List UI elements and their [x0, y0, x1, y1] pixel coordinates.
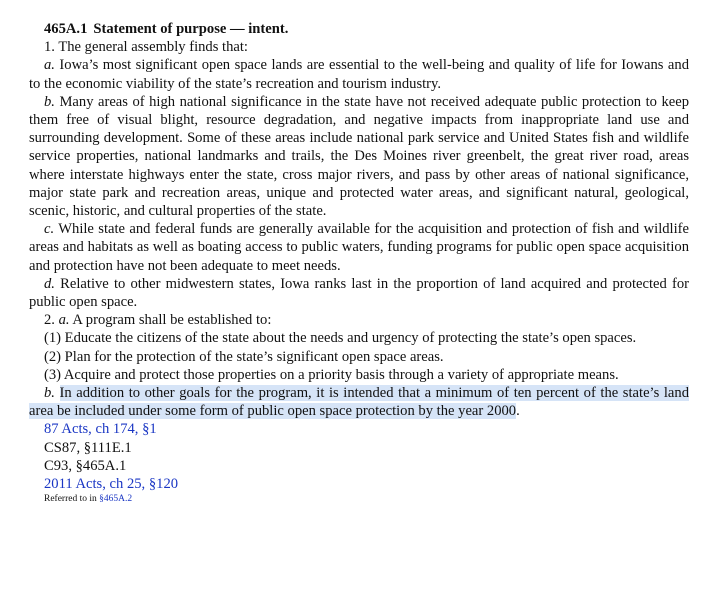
section-title: Statement of purpose — intent.	[93, 21, 289, 37]
subsection-label: c.	[44, 221, 55, 238]
paragraph-1d	[29, 275, 689, 311]
history-link-2011-acts[interactable]: 2011 Acts, ch 25, §120	[44, 476, 179, 493]
paragraph-text: Iowa’s most significant open space lands are essential to the well-being and quality of life for Iowans and to the economic viability of the state’s recreation and tourism industry.	[29, 57, 689, 92]
paragraph-text: Relative to other midwestern states, Iowa ranks last in the proportion of land acquired and protected for public open space.	[29, 275, 689, 311]
paragraph-2a-1: (1) Educate the citizens of the state about the needs and urgency of protecting the state’s open spaces.	[44, 330, 637, 347]
paragraph-2a	[29, 311, 689, 329]
history-cs87: CS87, §111E.1	[44, 439, 132, 456]
paragraph-number: 2.	[44, 312, 55, 329]
paragraph-text: Many areas of high national significance in the state have not received adequate public protection to keep them free of visual blight, resource degradation, and negative impacts from inappropriate land use and surrounding development. Some of these areas include national park service and United States fish and wildlife service properties, national landmarks and trails, the Des Moines river greenbelt, the great river road, areas where interstate highways enter the state, cross major rivers, and pass by other areas of national significance, major state park and recreation areas, unique and protected water areas, and significant natural, geological, scenic, historic, and cultural properties of the state.	[29, 93, 689, 220]
paragraph-2b	[29, 384, 689, 420]
paragraph-text: While state and federal funds are generally available for the acquisition and protection of fish and wildlife areas and habitats as well as boating access to public waters, funding programs for public open space acquisition and protection have not been adequate to meet needs.	[29, 221, 689, 274]
paragraph-1-intro: 1. The general assembly finds that:	[44, 39, 248, 56]
paragraph-text: A program shall be established to:	[69, 312, 272, 329]
paragraph-2a-3: (3) Acquire and protect those properties on a priority basis through a variety of appropriate means.	[44, 366, 619, 383]
history-link-87-acts[interactable]: 87 Acts, ch 174, §1	[44, 421, 157, 438]
paragraph-1c	[29, 220, 689, 275]
subsection-label: b.	[44, 385, 55, 402]
paragraph-1a	[29, 56, 689, 92]
referred-link[interactable]: §465A.2	[99, 494, 133, 505]
subsection-label: a.	[44, 57, 55, 74]
paragraph-2a-2: (2) Plan for the protection of the state’s significant open space areas.	[44, 348, 444, 365]
period: .	[516, 403, 520, 420]
section-heading	[44, 20, 689, 38]
history-c93: C93, §465A.1	[44, 457, 127, 474]
section-number: 465A.1	[44, 21, 88, 37]
referred-label: Referred to in	[44, 494, 100, 505]
referred-to-line	[44, 493, 689, 505]
subsection-label: b.	[44, 93, 55, 110]
paragraph-1b	[29, 93, 689, 220]
subsection-label: d.	[44, 275, 55, 292]
subsection-label: a.	[58, 312, 70, 329]
highlighted-text[interactable]: In addition to other goals for the program, it is intended that a minimum of ten percent of the state’s land area be included under some form of public open space protection by the year 2000	[29, 385, 689, 420]
